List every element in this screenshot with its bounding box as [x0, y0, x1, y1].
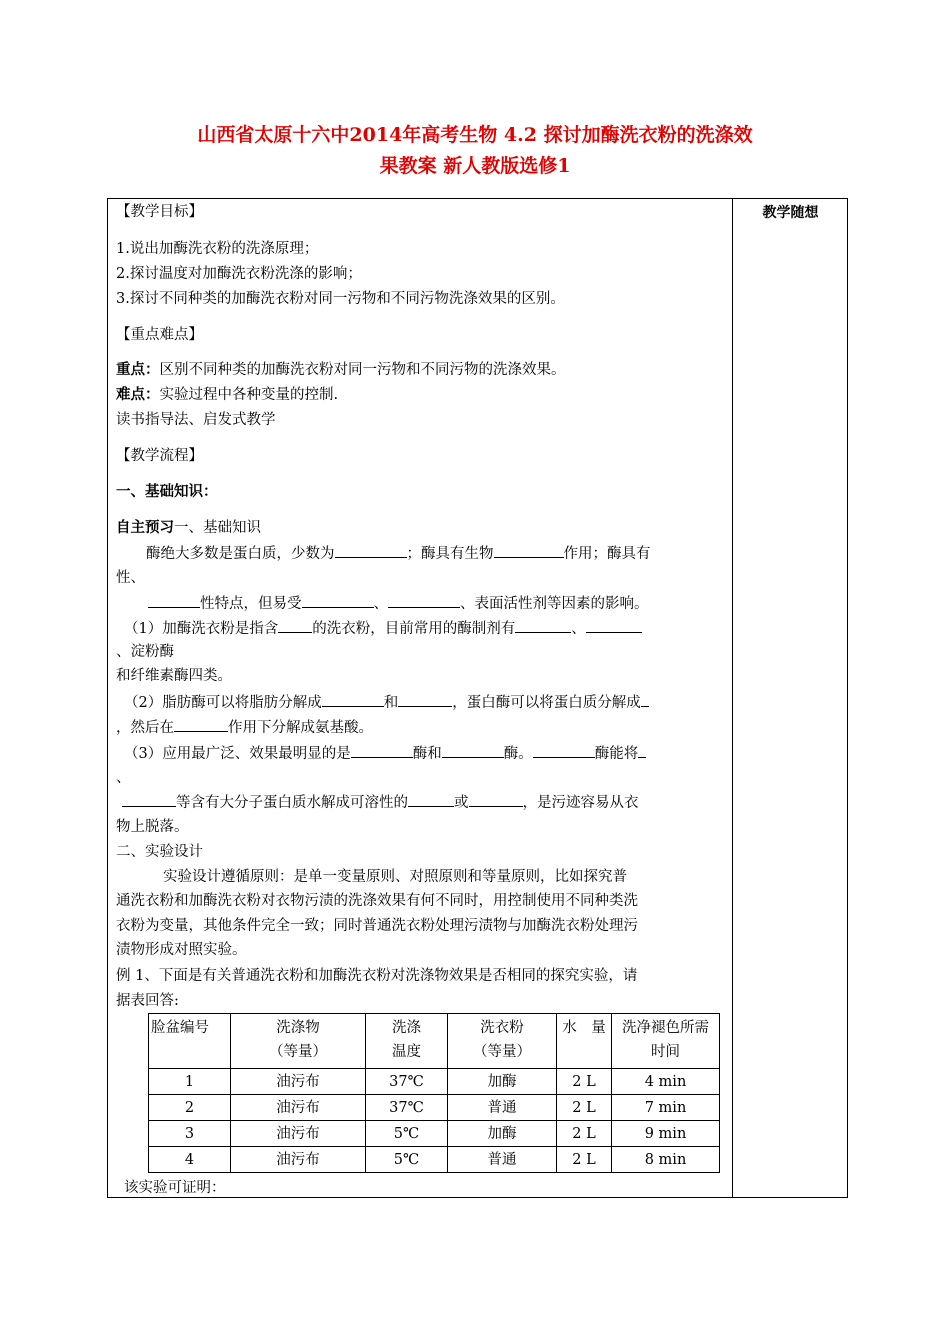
question-3-cont: 、: [116, 770, 131, 786]
fill-blank: [335, 543, 407, 558]
table-cell: 3: [149, 1121, 231, 1147]
difficulty-label: 难点：: [116, 386, 160, 403]
key-point-text: 区别不同种类的加酶洗衣粉对同一污物和不同污物的洗涤效果。: [159, 362, 566, 378]
flow-header: 【教学流程】: [116, 448, 203, 464]
text: 和: [383, 695, 399, 711]
header-cell: [366, 1014, 448, 1069]
text: 等含有大分子蛋白质水解成可溶性的: [176, 795, 408, 811]
table-row: [149, 1121, 720, 1147]
fill-blank: [122, 792, 176, 807]
fill-blank: [408, 792, 454, 807]
table-cell: 2 L: [557, 1121, 612, 1147]
fill-blank: [174, 717, 228, 732]
table-cell: 2: [149, 1095, 231, 1121]
header-cell: [149, 1014, 231, 1069]
design-header: 二、实验设计: [116, 844, 203, 860]
table-cell: 37℃: [366, 1069, 448, 1095]
text: 水 量: [562, 1020, 606, 1036]
goal-item: 2.探讨温度对加酶洗衣粉洗涤的影响；: [116, 266, 362, 282]
table-cell: 9 min: [612, 1121, 720, 1147]
basics-header: 一、基础知识：: [116, 483, 218, 500]
table-cell: 普通: [448, 1147, 557, 1173]
table-cell: 2 L: [557, 1147, 612, 1173]
text: 洗衣粉: [480, 1020, 524, 1036]
text: 酶和: [412, 746, 442, 762]
table-cell: 2 L: [557, 1095, 612, 1121]
table-cell: 7 min: [612, 1095, 720, 1121]
text: 的洗衣粉，目前常用的酶制剂有: [312, 621, 516, 637]
fill-blank: [641, 692, 649, 707]
preview-label: 自主预习: [116, 519, 174, 536]
fill-blank: [278, 618, 312, 633]
text: 、: [373, 596, 388, 612]
text: 酶绝大多数是蛋白质，少数为: [146, 546, 335, 562]
text: 洗涤: [392, 1020, 421, 1036]
fill-blank: [638, 743, 646, 758]
fill-blank: [469, 792, 523, 807]
example-text: 据表回答:: [116, 993, 179, 1009]
fill-blank: [322, 692, 384, 707]
text: ，是污迹容易从衣: [522, 795, 639, 811]
fill-blank: [148, 593, 200, 608]
table-cell: 加酶: [448, 1069, 557, 1095]
key-point-label: 重点：: [116, 361, 160, 378]
fill-blank: [388, 593, 460, 608]
difficulty-text: 实验过程中各种变量的控制.: [159, 387, 339, 403]
question-3-cont: 物上脱落。: [116, 819, 189, 835]
text: 、表面活性剂等因素的影响。: [460, 596, 649, 612]
fill-blank: [442, 743, 504, 758]
question-2: [124, 692, 649, 713]
question-3: [124, 743, 646, 764]
goals-header: 【教学目标】: [116, 204, 203, 220]
table-row: [149, 1095, 720, 1121]
preview-text: 一、基础知识: [174, 520, 261, 536]
difficulty: [116, 385, 338, 405]
table-cell: 油污布: [231, 1121, 366, 1147]
key-points-header: 【重点难点】: [116, 327, 203, 343]
paragraph-line: [148, 593, 649, 614]
goal-item: 3.探讨不同种类的加酶洗衣粉对同一污物和不同污物洗涤效果的区别。: [116, 291, 565, 307]
fill-blank: [586, 618, 642, 633]
teaching-method: 读书指导法、启发式教学: [116, 412, 276, 428]
header-cell: [612, 1014, 720, 1069]
table-cell: 1: [149, 1069, 231, 1095]
text: 时间: [651, 1044, 680, 1060]
table-cell: 4: [149, 1147, 231, 1173]
design-text: 衣粉为变量，其他条件完全一致；同时普通洗衣粉处理污渍物与加酶洗衣粉处理污: [116, 918, 638, 934]
header-cell: [448, 1014, 557, 1069]
fill-blank: [398, 692, 452, 707]
text: 或: [454, 795, 469, 811]
text: 洗涤物: [276, 1020, 320, 1036]
text: ，蛋白酶可以将蛋白质分解成: [452, 695, 641, 711]
text: 作用；酶具有: [563, 546, 651, 562]
text: 温度: [392, 1044, 421, 1060]
text: 洗净褪色所需: [622, 1020, 709, 1036]
table-cell: 油污布: [231, 1069, 366, 1095]
text: 脸盆编号: [151, 1020, 209, 1036]
preview-line: [116, 518, 261, 538]
table-row: [149, 1147, 720, 1173]
table-cell: 5℃: [366, 1147, 448, 1173]
header-cell: [231, 1014, 366, 1069]
fill-blank: [533, 743, 595, 758]
key-point: [116, 360, 566, 380]
text: 酶。: [503, 746, 533, 762]
question-2-cont: [116, 717, 373, 738]
goal-item: 1.说出加酶洗衣粉的洗涤原理；: [116, 241, 319, 257]
text: （等量）: [473, 1044, 531, 1060]
question-3-cont: [122, 792, 639, 813]
table-cell: 5℃: [366, 1121, 448, 1147]
text: （2）脂肪酶可以将脂肪分解成: [124, 695, 322, 711]
table-cell: 油污布: [231, 1095, 366, 1121]
table-row: [149, 1069, 720, 1095]
text: 酶能将: [594, 746, 639, 762]
table-cell: 4 min: [612, 1069, 720, 1095]
table-cell: 37℃: [366, 1095, 448, 1121]
text: 性特点，但易受: [200, 596, 302, 612]
text: ，然后在: [116, 720, 174, 736]
experiment-table: [148, 1013, 720, 1173]
fill-blank: [494, 543, 564, 558]
side-notes-header: 教学随想: [762, 205, 819, 221]
design-text: 实验设计遵循原则：是单一变量原则、对照原则和等量原则，比如探究普: [163, 869, 627, 885]
paragraph-line: [146, 543, 651, 564]
fill-blank: [515, 618, 571, 633]
question-1-cont: 、淀粉酶: [116, 644, 174, 660]
table-cell: 8 min: [612, 1147, 720, 1173]
text: 作用下分解成氨基酸。: [228, 720, 373, 736]
design-text: 渍物形成对照实验。: [116, 942, 247, 958]
table-cell: 加酶: [448, 1121, 557, 1147]
design-text: 通洗衣粉和加酶洗衣粉对衣物污渍的洗涤效果有何不同时，用控制使用不同种类洗: [116, 893, 638, 909]
header-cell: [557, 1014, 612, 1069]
conclusion-prompt: 该实验可证明：: [124, 1180, 226, 1196]
question-1: [124, 618, 642, 639]
example-text: 例 1、下面是有关普通洗衣粉和加酶洗衣粉对洗涤物效果是否相同的探究实验，请: [116, 968, 638, 984]
text: 、: [571, 621, 586, 637]
table-header-row: [149, 1014, 720, 1069]
document-title-line1: 山西省太原十六中2014年高考生物 4.2 探讨加酶洗衣粉的洗涤效: [197, 124, 753, 146]
table-cell: 普通: [448, 1095, 557, 1121]
document-title-line2: 果教案 新人教版选修1: [379, 155, 571, 177]
fill-blank: [351, 743, 413, 758]
table-cell: 油污布: [231, 1147, 366, 1173]
table-cell: 2 L: [557, 1069, 612, 1095]
fill-blank: [302, 593, 374, 608]
question-1-cont: 和纤维素酶四类。: [116, 668, 232, 684]
text: （1）加酶洗衣粉是指含: [124, 621, 279, 637]
column-divider: [732, 198, 733, 1198]
text: ；酶具有生物: [406, 546, 494, 562]
text: （3）应用最广泛、效果最明显的是: [124, 746, 351, 762]
text: （等量）: [269, 1044, 327, 1060]
paragraph-line: 性、: [116, 570, 145, 586]
